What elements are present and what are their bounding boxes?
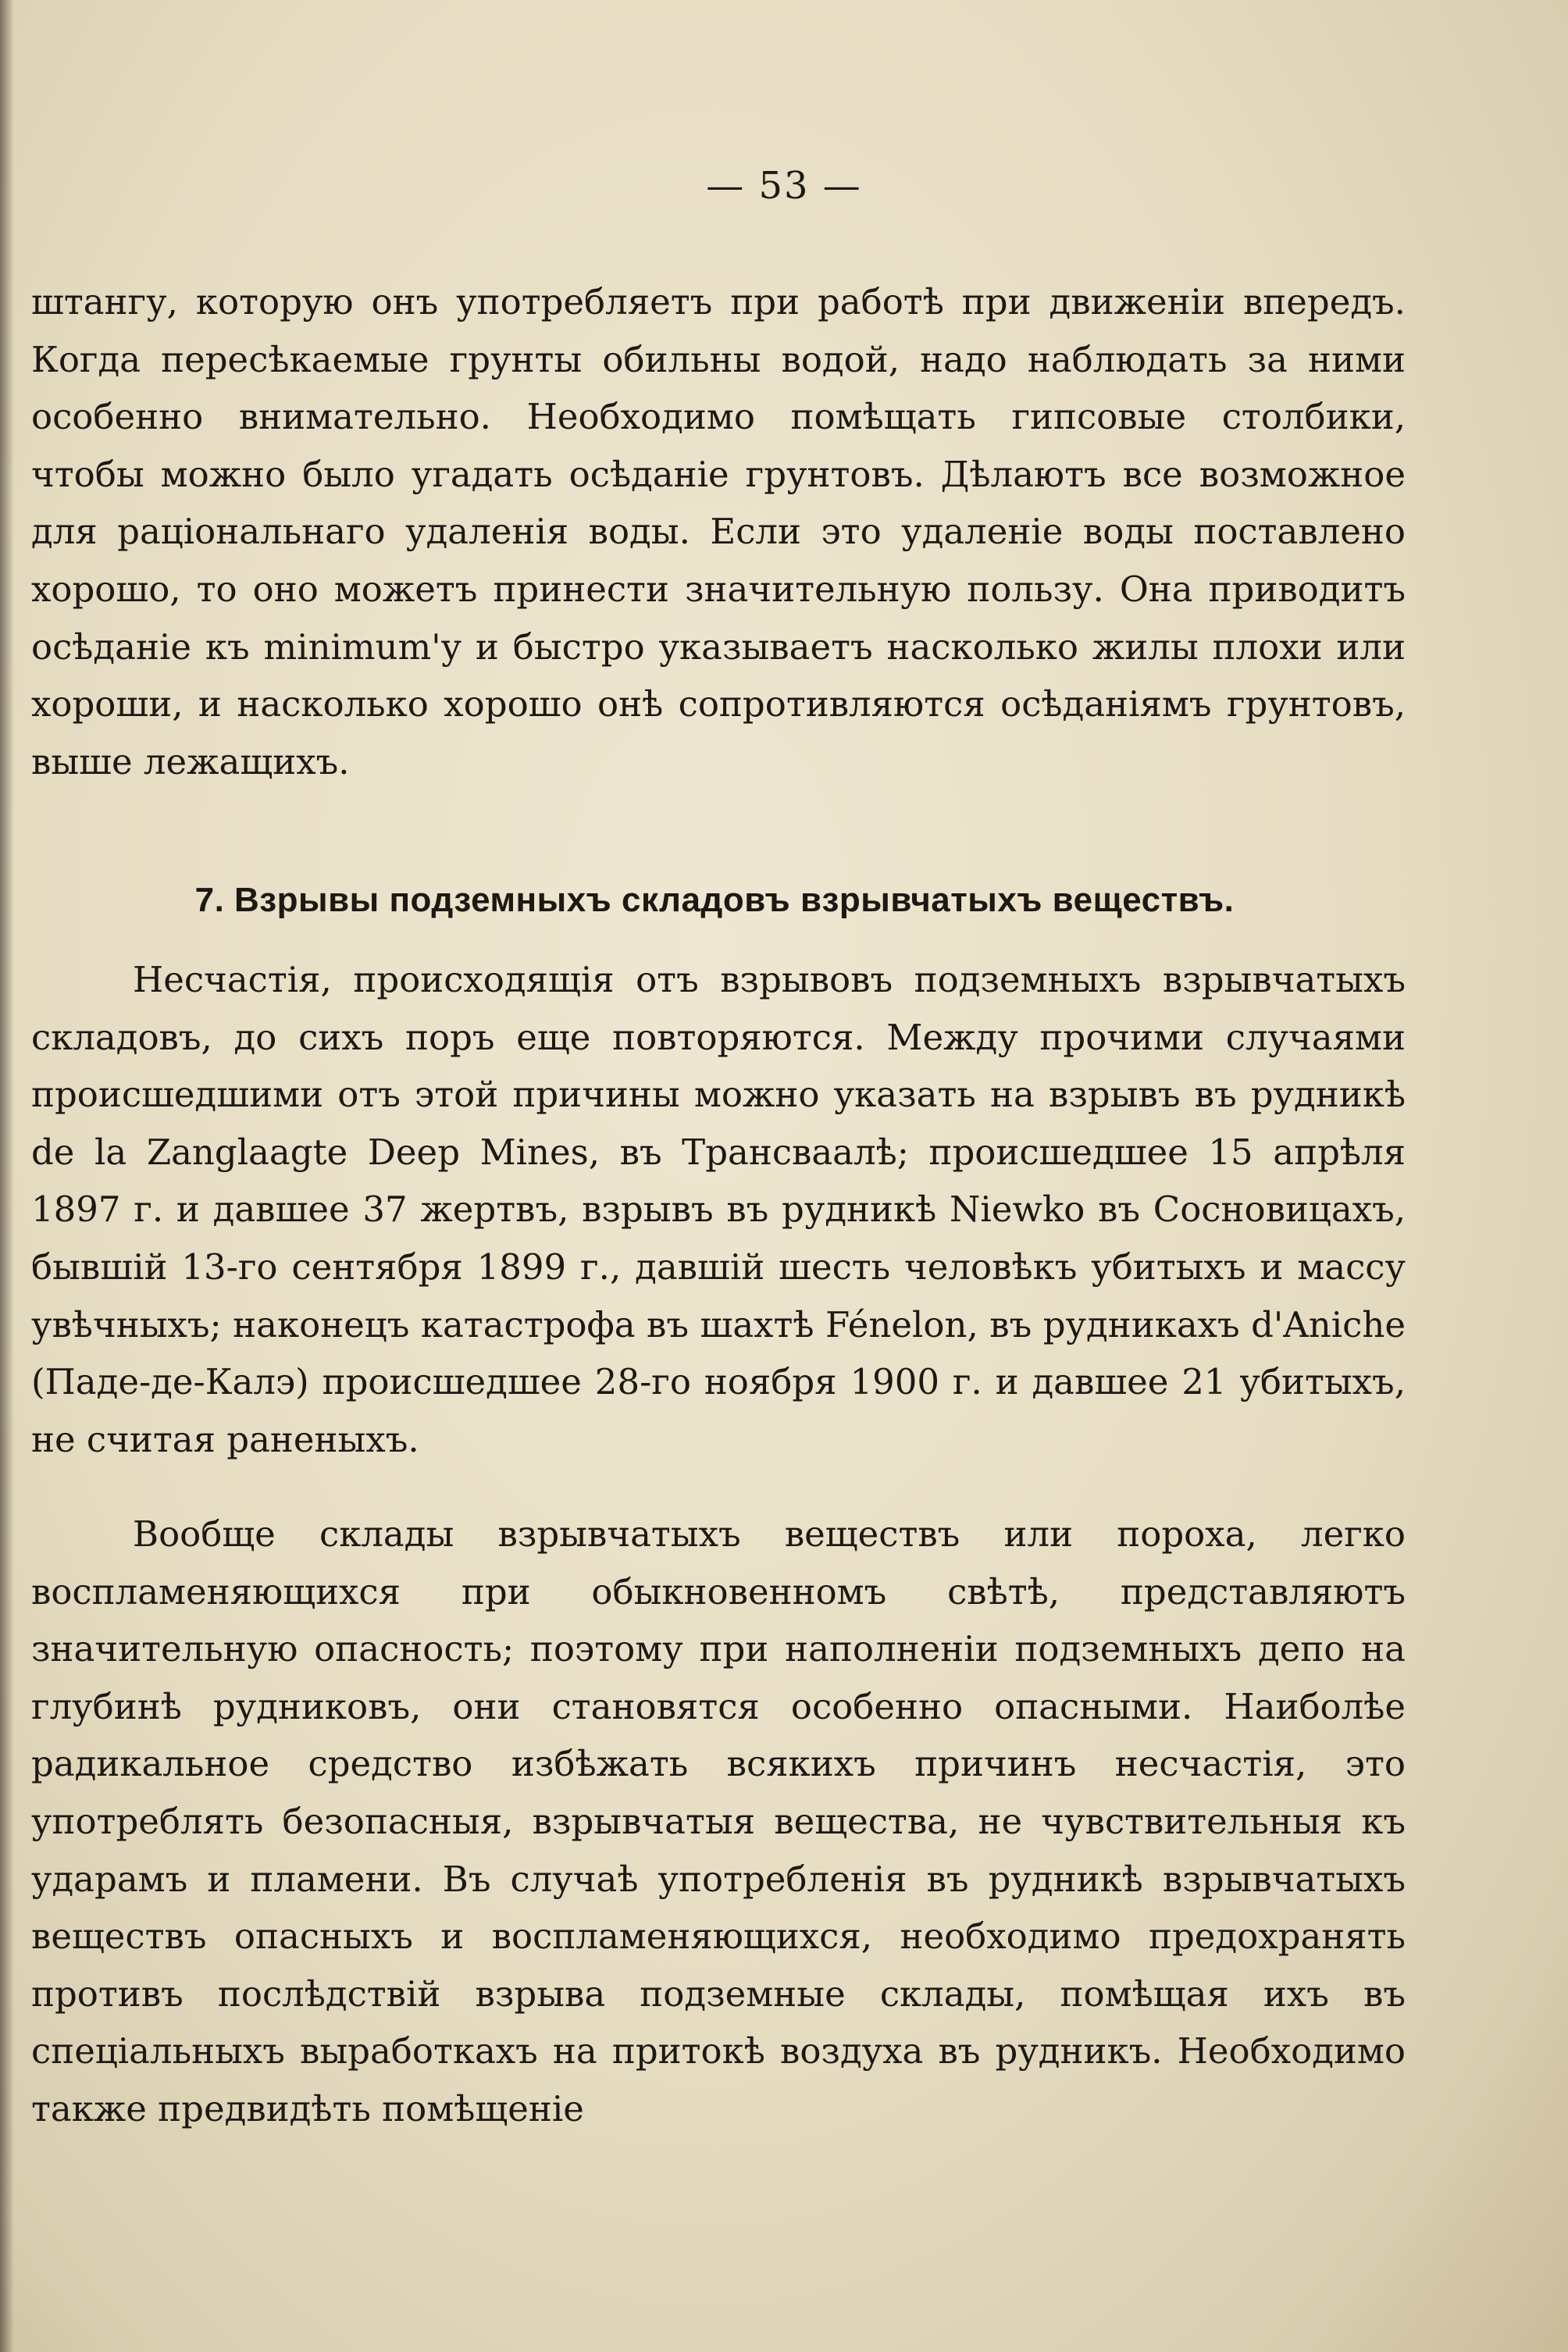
paragraph-accidents-text: Несчастія, происходящія отъ взрывовъ подземныхъ взрывчатыхъ складовъ, до сихъ поръ еще повторяются. Между прочими случаями происшедшими отъ этой причины можно указать на взрывъ въ рудникѣ de la Zanglaagte Deep Mines, въ Трансваалѣ; происшедшее 15 апрѣля 1897 г. и давшее 37 жертвъ, взрывъ въ рудникѣ Niewko въ Сосновицахъ, бывшій 13-го сентября 1899 г., давшій шесть человѣкъ убитыхъ и массу увѣчныхъ; наконецъ катастрофа въ шахтѣ Fénelon, въ рудникахъ d'Aniche (Паде-де-Калэ) происшедшее 28-го ноября 1900 г. и давшее 21 убитыхъ, не считая раненыхъ.: [31, 959, 1406, 1460]
paragraph-general: [31, 1506, 1406, 2138]
page-number: — 53 —: [706, 164, 862, 208]
paragraph-general-text: Вообще склады взрывчатыхъ веществъ или пороха, легко воспламеняющихся при обыкновенномъ свѣтѣ, представляютъ значительную опасность; поэтому при наполненіи подземныхъ депо на глубинѣ рудниковъ, они становятся особенно опасными. Наиболѣе радикальное средство избѣжать всякихъ причинъ несчастія, это употреблять безопасныя, взрывчатыя вещества, не чувствительныя къ ударамъ и пламени. Въ случаѣ употребленія въ рудникѣ взрывчатыхъ веществъ опасныхъ и воспламеняющихся, необходимо предохранять противъ послѣдствій взрыва подземные склады, помѣщая ихъ въ спеціальныхъ выработкахъ на притокѣ воздуха въ рудникъ. Необходимо также предвидѣть помѣщеніе: [31, 1513, 1406, 2129]
paragraph-continuation-text: штангу, которую онъ употребляетъ при работѣ при движеніи впередъ. Когда пересѣкаемые грунты обильны водой, надо наблюдать за ними особенно внимательно. Необходимо помѣщать гипсовые столбики, чтобы можно было угадать осѣданіе грунтовъ. Дѣлаютъ все возможное для раціональнаго удаленія воды. Если это удаленіе воды поставлено хорошо, то оно можетъ принести значительную пользу. Она приводитъ осѣданіе къ minimum'у и быстро указываетъ насколько жилы плохи или хороши, и насколько хорошо онѣ сопротивляются осѣданіямъ грунтовъ, выше лежащихъ.: [31, 281, 1406, 782]
section-heading: 7. Взрывы подземныхъ складовъ взрывчатыхъ веществъ.: [194, 881, 1235, 919]
page-spine-shadow: [0, 0, 14, 2352]
paragraph-accidents: [31, 951, 1406, 1468]
paragraph-continuation: [31, 273, 1406, 790]
